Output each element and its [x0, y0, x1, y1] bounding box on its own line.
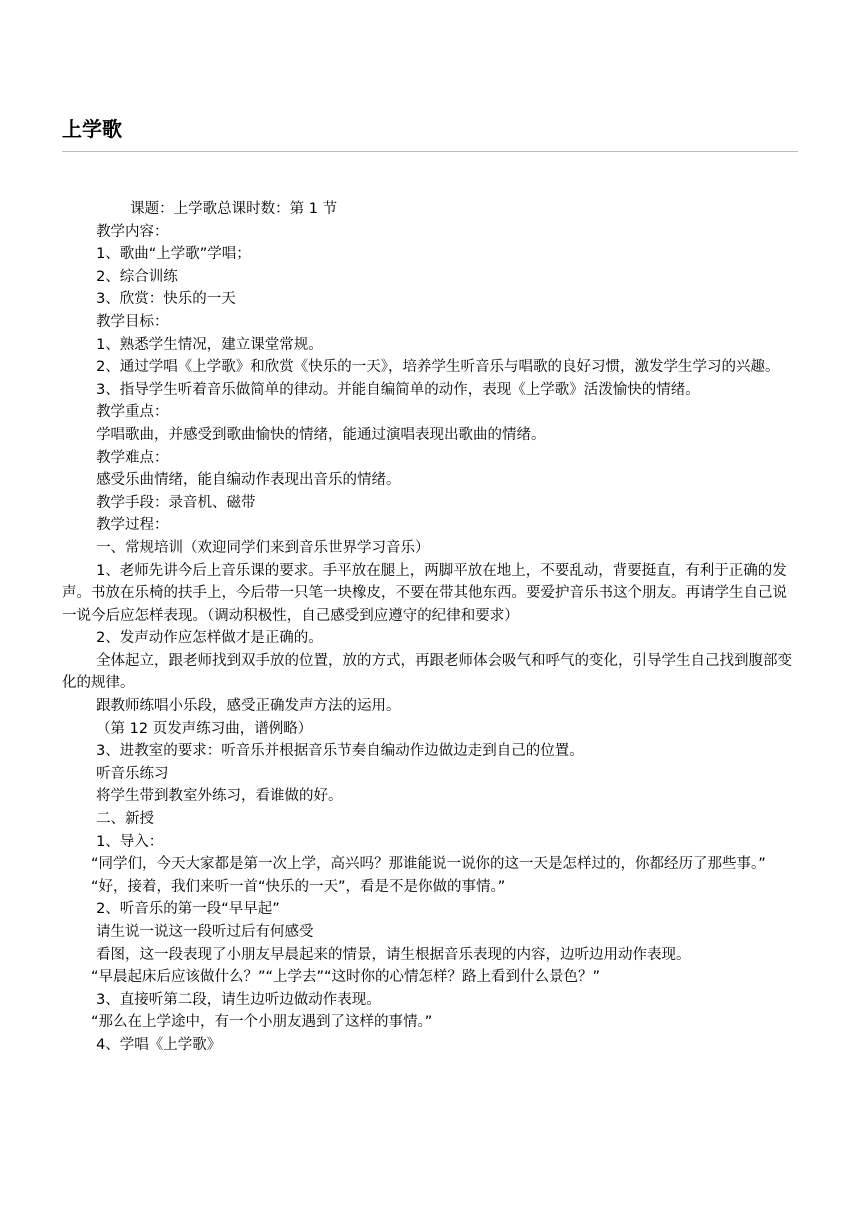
lesson-topic: 课题：上学歌总课时数：第 1 节: [130, 201, 338, 217]
paragraph: 全体起立，跟老师找到双手放的位置，放的方式，再跟老师体会吸气和呼气的变化，引导学生自己找到腹部变化的规律。: [62, 652, 793, 692]
paragraph: 教学重点：: [96, 404, 169, 421]
paragraph: 3、直接听第二段，请生边听边做动作表现。: [96, 991, 381, 1008]
paragraph: 2、通过学唱《上学歌》和欣赏《快乐的一天》，培养学生听音乐与唱歌的良好习惯，激发学生学习的兴趣。: [96, 359, 780, 376]
paragraph: 听音乐练习: [96, 765, 169, 782]
paragraph: 二、新授: [96, 811, 155, 828]
paragraph: 跟教师练唱小乐段，感受正确发声方法的运用。: [96, 698, 401, 715]
quote-paragraph: “好，接着，我们来听一首“快乐的一天”，看是不是你做的事情。”: [91, 878, 506, 895]
paragraph: 学唱歌曲，并感受到歌曲愉快的情绪，能通过演唱表现出歌曲的情绪。: [96, 426, 546, 443]
paragraph: 教学难点：: [96, 449, 169, 466]
paragraph: 3、进教室的要求：听音乐并根据音乐节奏自编动作边做边走到自己的位置。: [96, 743, 584, 760]
quote-paragraph: “同学们，今天大家都是第一次上学，高兴吗？那谁能说一说你的这一天是怎样过的，你都经历了那些事。”: [91, 856, 766, 873]
paragraph: 1、熟悉学生情况，建立课堂常规。: [96, 336, 323, 353]
document-body: [62, 198, 800, 1057]
paragraph: 教学内容：: [96, 223, 169, 240]
paragraph: 2、综合训练: [96, 268, 178, 285]
paragraph: 请生说一说这一段听过后有何感受: [96, 924, 314, 940]
paragraph: 1、导入：: [96, 833, 164, 850]
paragraph: 一、常规培训（欢迎同学们来到音乐世界学习音乐）: [96, 539, 430, 556]
paragraph: 看图，这一段表现了小朋友早晨起来的情景，请生根据音乐表现的内容，边听边用动作表现。: [96, 946, 691, 963]
paragraph: 教学目标：: [96, 313, 169, 330]
paragraph: （第 12 页发声练习曲，谱例略）: [96, 720, 313, 737]
paragraph: 1、老师先讲今后上音乐课的要求。手平放在腿上，两脚平放在地上，不要乱动，背要挺直，有利于正确的发声。书放在乐椅的扶手上，今后带一只笔一块橡皮，不要在带其他东西。要爱护音乐书这个朋友。再请学生自己说一说今后应怎样表现。（调动积极性，自己感受到应遵守的纪律和要求）: [62, 562, 787, 624]
paragraph: 教学过程：: [96, 517, 169, 534]
title-divider: [62, 151, 798, 152]
paragraph: 2、发声动作应怎样做才是正确的。: [96, 630, 323, 647]
quote-paragraph: “早晨起床后应该做什么？”“上学去”“这时你的心情怎样？路上看到什么景色？”: [91, 969, 601, 986]
paragraph: 4、学唱《上学歌》: [96, 1036, 222, 1053]
document-title: 上学歌: [62, 117, 122, 141]
paragraph: 2、听音乐的第一段“早早起”: [96, 901, 280, 918]
paragraph: 将学生带到教室外练习，看谁做的好。: [96, 788, 343, 805]
paragraph: 3、指导学生听着音乐做简单的律动。并能自编简单的动作，表现《上学歌》活泼愉快的情绪。: [96, 381, 700, 398]
paragraph: 感受乐曲情绪，能自编动作表现出音乐的情绪。: [96, 472, 401, 489]
paragraph: 1、歌曲“上学歌”学唱；: [96, 246, 251, 263]
paragraph: 3、欣赏：快乐的一天: [96, 291, 236, 308]
paragraph: 教学手段：录音机、磁带: [96, 494, 256, 511]
quote-paragraph: “那么在上学途中，有一个小朋友遇到了这样的事情。”: [91, 1014, 433, 1031]
